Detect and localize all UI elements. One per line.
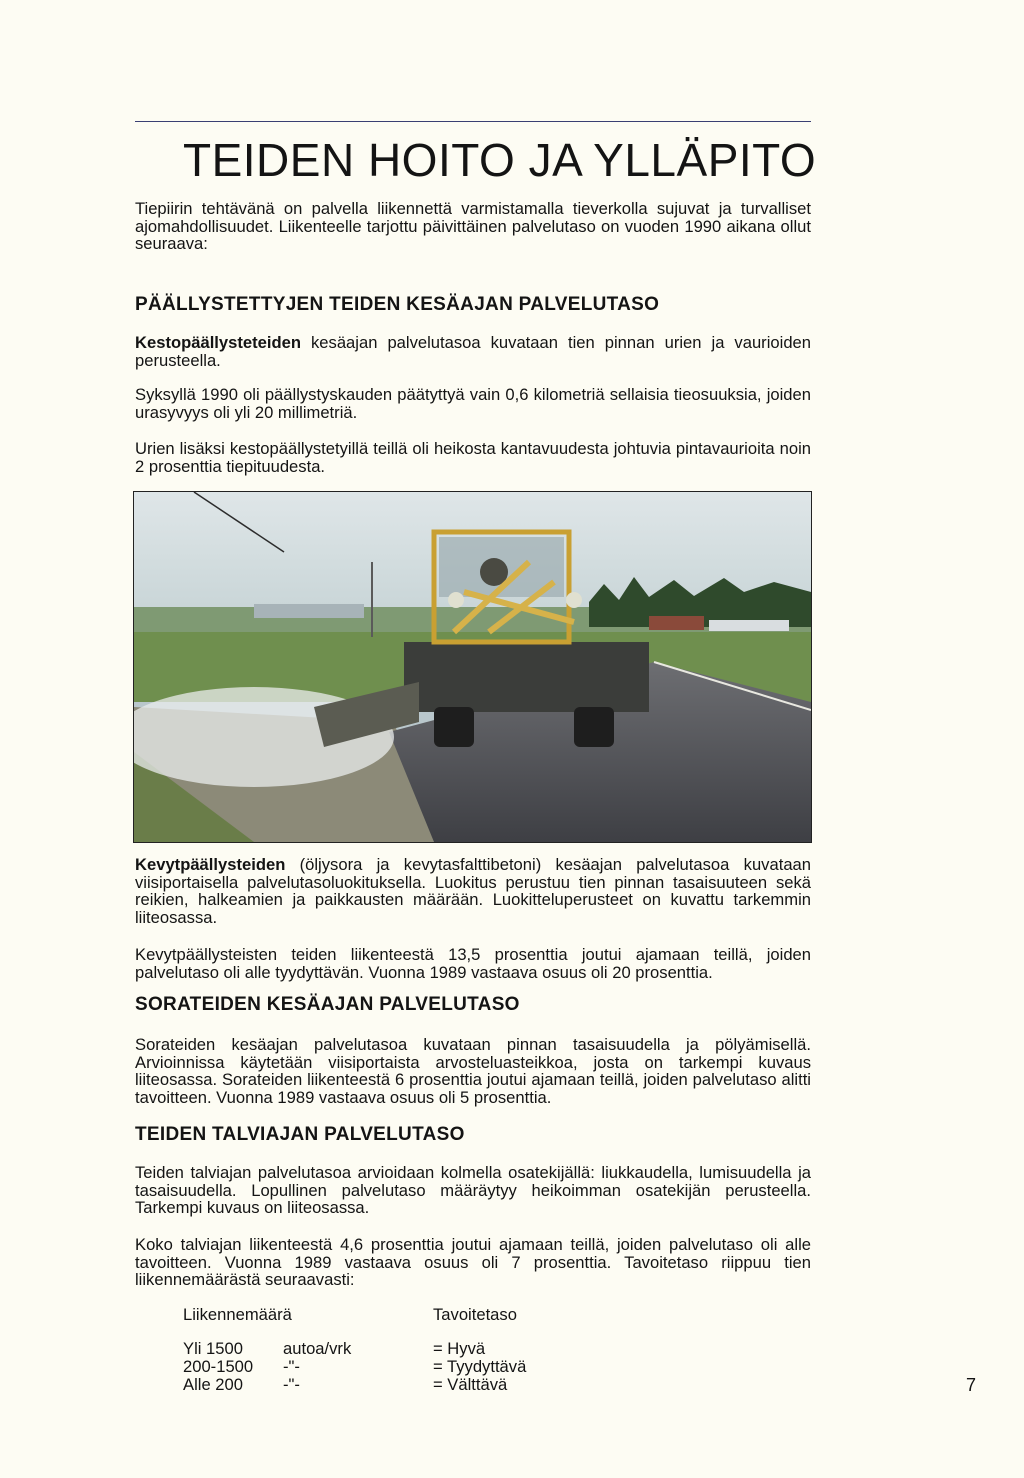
intro-paragraph: Tiepiirin tehtävänä on palvella liikennettä varmistamalla tieverkolla sujuvat ja turvalliset ajomahdollisuudet. Liikenteelle tarjottu päivittäinen palvelutaso on vuoden 1990 aikana ollut seuraava: (135, 199, 811, 253)
table-row-1-unit: autoa/vrk (283, 1339, 352, 1358)
table-row-3-unit: -"- (283, 1375, 300, 1394)
road-grader-photo (133, 491, 812, 843)
paragraph-gravel-roads: Sorateiden kesäajan palvelutasoa kuvataan pinnan tasaisuudella ja pölyämisellä. Arvioinnissa käytetään viisiportaista arvosteluasteikkoa, josta on tarkempi kuvaus liiteosassa. Sorateiden liikenteestä 6 prosenttia joutui ajamaan teillä, joiden palvelutaso alitti tavoitteen. Vuonna 1989 vastaava osuus oli 5 prosenttia. (135, 1035, 811, 1107)
table-row-2-volume: 200-1500 (183, 1357, 254, 1376)
lead-light-pavement: Kevytpäällysteiden (135, 855, 286, 874)
text-durable-pavement: kesäajan palvelutasoa kuvataan tien pinnan urien ja vaurioiden perusteella. (135, 333, 811, 370)
paragraph-durable-pavement (135, 334, 811, 369)
table-header-volume: Liikennemäärä (183, 1305, 292, 1324)
right-wheel (574, 707, 614, 747)
paragraph-light-pavement (135, 856, 811, 926)
white-building (709, 620, 789, 631)
paragraph-surface-damage: Urien lisäksi kestopäällystetyillä teillä oli heikosta kantavuudesta johtuvia pintavaurioita noin 2 prosenttia tiepituudesta. (135, 439, 811, 476)
paragraph-winter-traffic: Koko talviajan liikenteestä 4,6 prosenttia joutui ajamaan teillä, joiden palvelutaso oli alle tavoitteen. Vuonna 1989 vastaava osuus oli 7 prosenttia. Tavoitetaso riippuu tien liikennemäärästä seuraavasti: (135, 1235, 811, 1289)
paragraph-light-pavement-traffic: Kevytpäällysteisten teiden liikenteestä 13,5 prosenttia joutui ajamaan teillä, joiden palvelutaso oli alle tyydyttävän. Vuonna 1989 vastaava osuus oli 20 prosenttia. (135, 945, 811, 982)
text-light-pavement: (öljysora ja kevytasfalttibetoni) kesäajan palvelutasoa kuvataan viisiportaisella palvelutasoluokituksella. Luokitus perustuu tien pinnan tasaisuuteen sekä reikien, halkeamien ja paikkausten määrään. Luokitteluperusteet on kuvattu tarkemmin liiteosassa. (135, 855, 811, 927)
left-wheel (434, 707, 474, 747)
paragraph-winter-criteria: Teiden talviajan palvelutasoa arvioidaan kolmella osatekijällä: liukkaudella, lumisuudella ja tasaisuudella. Lopullinen palvelutaso määräytyy heikoimman osatekijän perusteella. Tarkempi kuvaus on liiteosassa. (135, 1163, 811, 1217)
lead-durable-pavement: Kestopäällysteteiden (135, 333, 301, 352)
section-heading-gravel-summer: SORATEIDEN KESÄAJAN PALVELUTASO (135, 994, 520, 1015)
page-number: 7 (966, 1375, 977, 1395)
table-row-1-target: = Hyvä (433, 1339, 486, 1358)
page-title: TEIDEN HOITO JA YLLÄPITO (183, 134, 817, 186)
table-header-target: Tavoitetaso (433, 1305, 517, 1324)
section-heading-paved-summer: PÄÄLLYSTETTYJEN TEIDEN KESÄAJAN PALVELUTASO (135, 294, 660, 315)
road-grader-illustration (134, 492, 811, 842)
right-headlight (566, 592, 582, 608)
table-row-2-target: = Tyydyttävä (433, 1357, 527, 1376)
left-headlight (448, 592, 464, 608)
grader-blade (404, 642, 649, 712)
red-barn (649, 616, 704, 630)
table-row-2-unit: -"- (283, 1357, 300, 1376)
table-row-3-volume: Alle 200 (183, 1375, 243, 1394)
distant-building (254, 604, 364, 618)
section-heading-winter: TEIDEN TALVIAJAN PALVELUTASO (135, 1124, 465, 1145)
top-rule (135, 121, 811, 122)
paragraph-rut-depth: Syksyllä 1990 oli päällystyskauden päätyttyä vain 0,6 kilometriä sellaisia tieosuuksia, joiden urasyvyys oli yli 20 millimetriä. (135, 385, 811, 422)
table-row-1-volume: Yli 1500 (183, 1339, 243, 1358)
table-row-3-target: = Välttävä (433, 1375, 508, 1394)
